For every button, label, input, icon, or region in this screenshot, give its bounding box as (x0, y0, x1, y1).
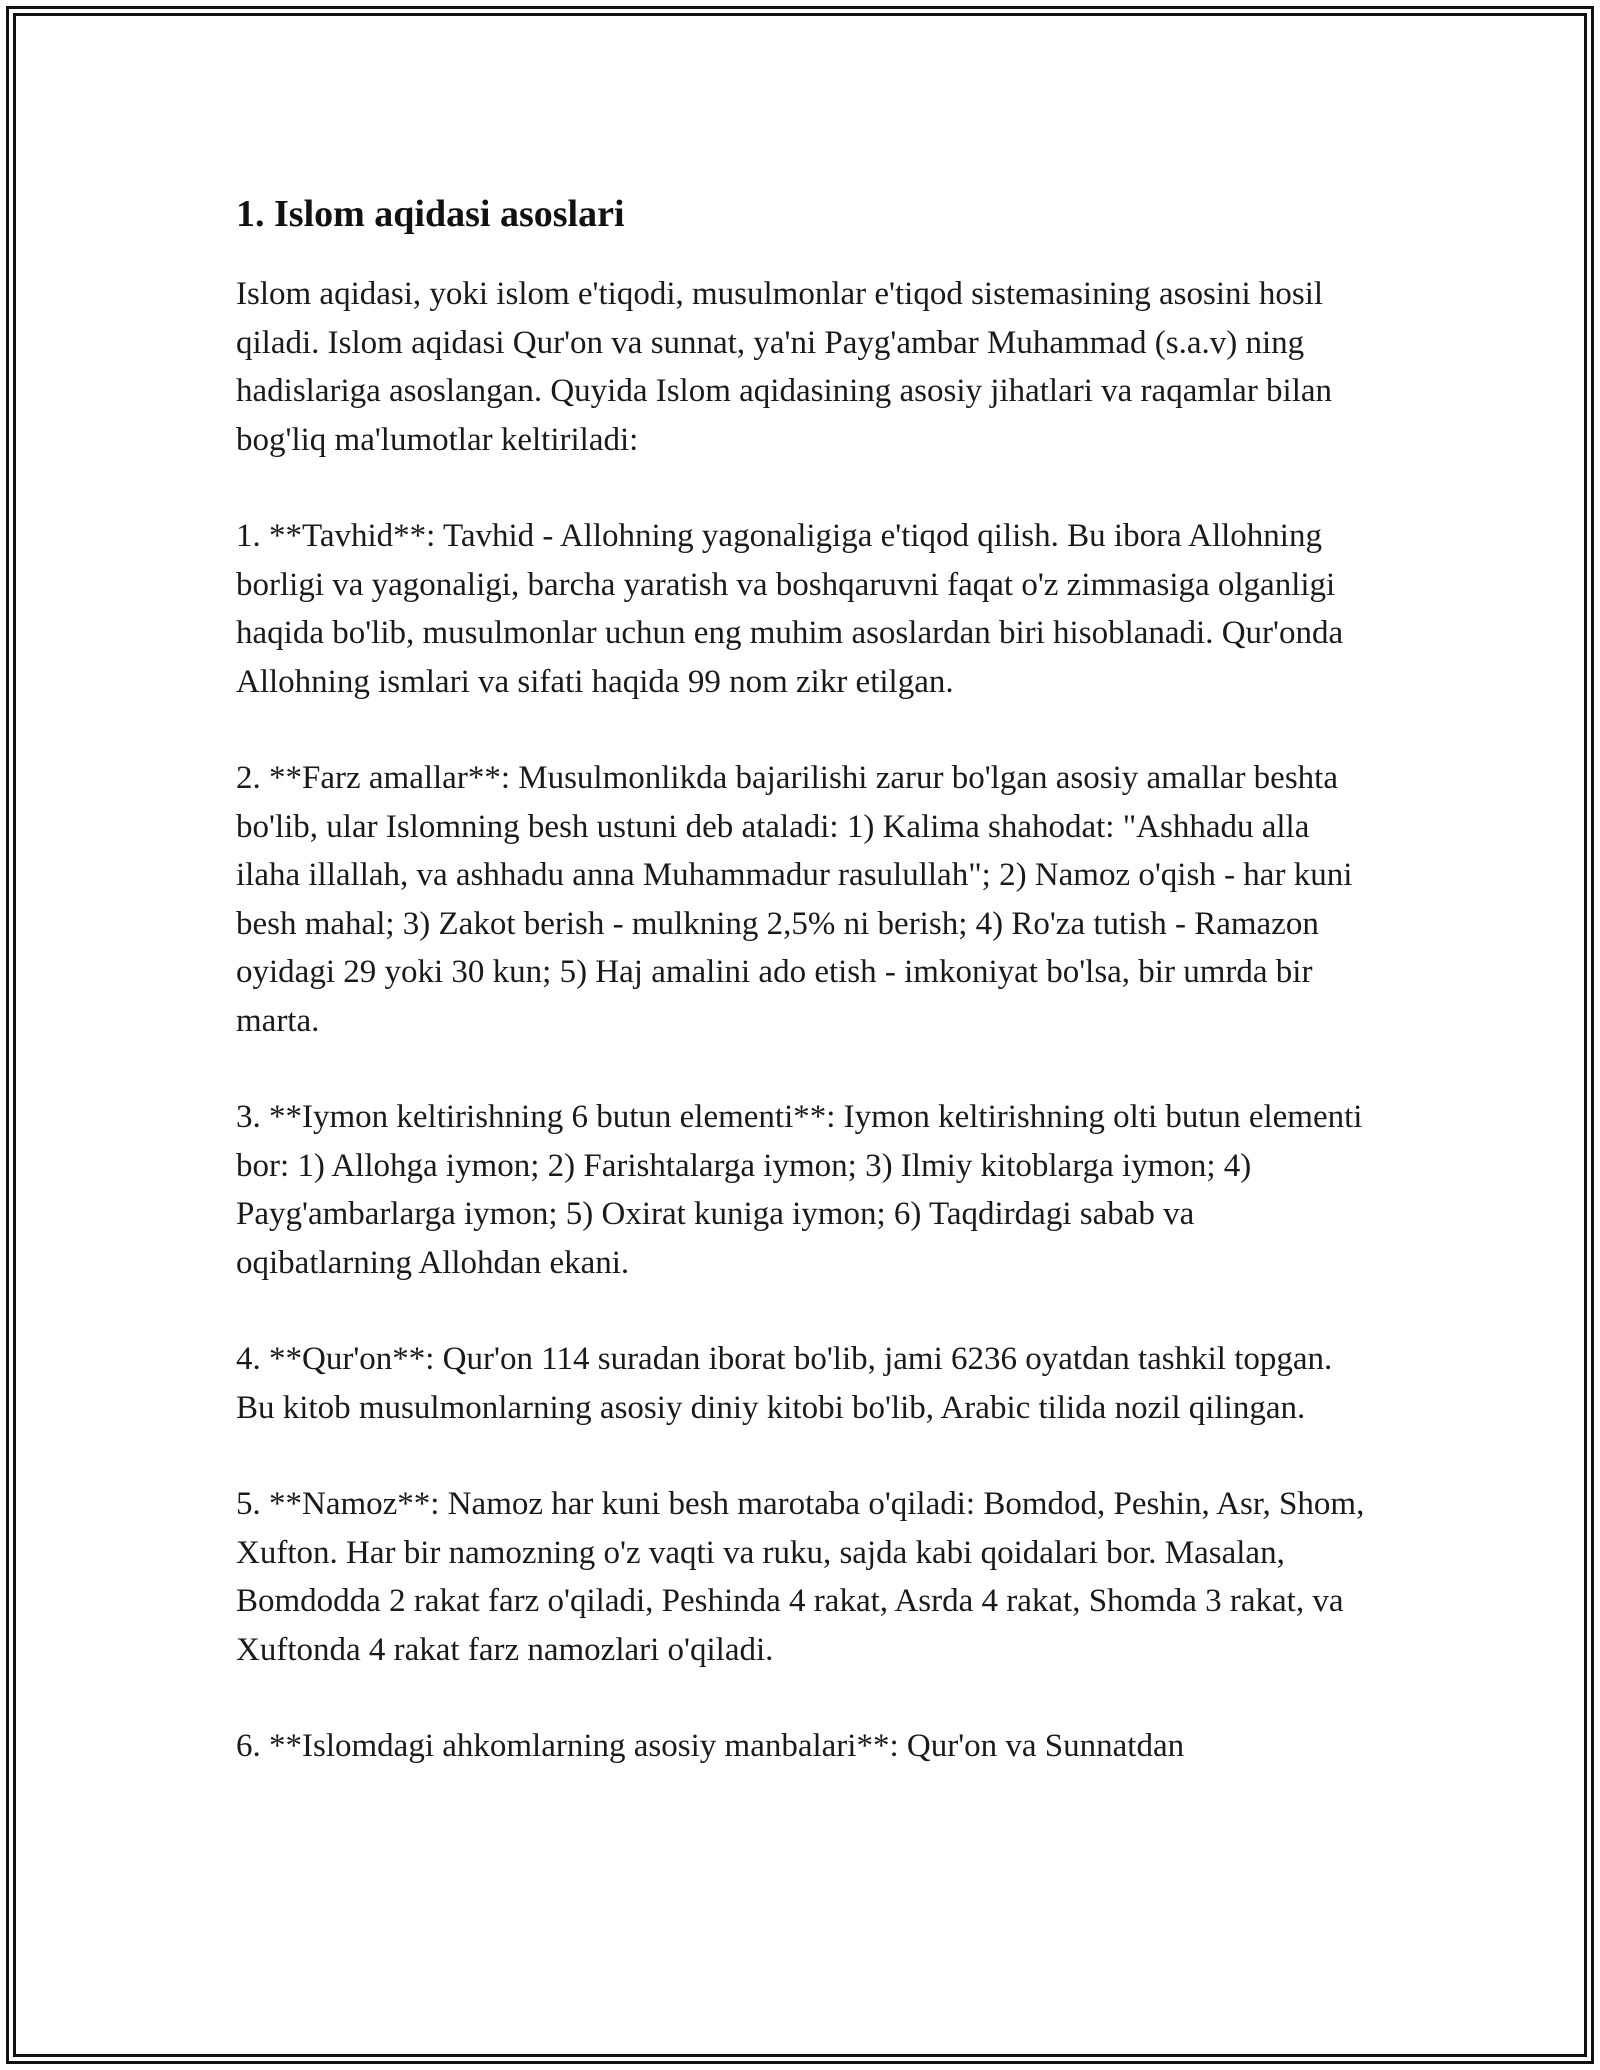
paragraph-quran: 4. **Qur'on**: Qur'on 114 suradan iborat bo'lib, jami 6236 oyatdan tashkil topgan. Bu kitob musulmonlarning asosiy diniy kitobi bo'lib, Arabic tilida nozil qilingan. (236, 1341, 1333, 1426)
section-heading: 1. Islom aqidasi asoslari (236, 193, 625, 235)
paragraph-iymon-elements: 3. **Iymon keltirishning 6 butun elementi**: Iymon keltirishning olti butun elementi bor: 1) Allohga iymon; 2) Farishtalarga iymon; 3) Ilmiy kitoblarga iymon; 4) Payg'ambarlarga iymon; 5) Oxirat kuniga iymon; 6) Taqdirdagi sabab va oqibatlarning Allohdan ekani. (236, 1099, 1363, 1281)
paragraph-tavhid: 1. **Tavhid**: Tavhid - Allohning yagonaligiga e'tiqod qilish. Bu ibora Allohning borligi va yagonaligi, barcha yaratish va boshqaruvni faqat o'z zimmasiga olganligi haqida bo'lib, musulmonlar uchun eng muhim asoslardan biri hisoblanadi. Qur'onda Allohning ismlari va sifati haqida 99 nom zikr etilgan. (236, 518, 1344, 700)
paragraph-farz-amallar: 2. **Farz amallar**: Musulmonlikda bajarilishi zarur bo'lgan asosiy amallar beshta bo'lib, ular Islomning besh ustuni deb ataladi: 1) Kalima shahodat: "Ashhadu alla ilaha illallah, va ashhadu anna Muhammadur rasulullah"; 2) Namoz o'qish - har kuni besh mahal; 3) Zakot berish - mulkning 2,5% ni berish; 4) Ro'za tutish - Ramazon oyidagi 29 yoki 30 kun; 5) Haj amalini ado etish - imkoniyat bo'lsa, bir umrda bir marta. (236, 760, 1353, 1039)
paragraph-ahkom-sources: 6. **Islomdagi ahkomlarning asosiy manbalari**: Qur'on va Sunnatdan (236, 1728, 1185, 1764)
paragraph-namoz: 5. **Namoz**: Namoz har kuni besh marotaba o'qiladi: Bomdod, Peshin, Asr, Shom, Xufton. Har bir namozning o'z vaqti va ruku, sajda kabi qoidalari bor. Masalan, Bomdodda 2 rakat farz o'qiladi, Peshinda 4 rakat, Asrda 4 rakat, Shomda 3 rakat, va Xuftonda 4 rakat farz namozlari o'qiladi. (236, 1486, 1365, 1668)
document-body (236, 186, 1366, 1819)
intro-paragraph: Islom aqidasi, yoki islom e'tiqodi, musulmonlar e'tiqod sistemasining asosini hosil qiladi. Islom aqidasi Qur'on va sunnat, ya'ni Payg'ambar Muhammad (s.a.v) ning hadislariga asoslangan. Quyida Islom aqidasining asosiy jihatlari va raqamlar bilan bog'liq ma'lumotlar keltiriladi: (236, 276, 1333, 458)
